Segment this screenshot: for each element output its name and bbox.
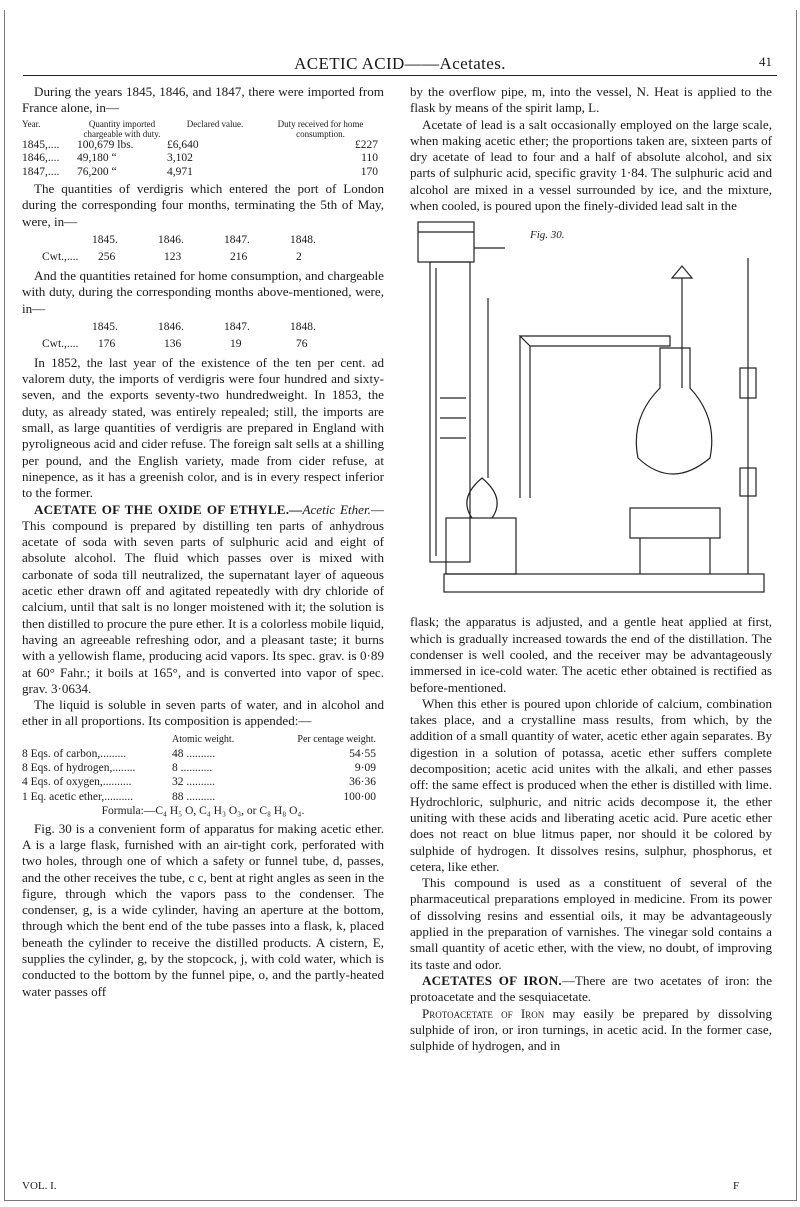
table-header: Per centage weight. — [297, 733, 376, 745]
bent-tube-shape — [520, 336, 670, 346]
formula: Formula:—C₄ H₅ O, C₄ H₃ O₃, or C₈ H₈ O₄. — [101, 804, 305, 817]
table-row-total — [22, 790, 384, 804]
section-heading: Protoacetate of Iron — [422, 1005, 545, 1021]
table-row — [22, 152, 384, 166]
table-cell: £6,640 — [167, 138, 199, 151]
table-header-row — [22, 733, 384, 747]
value-cell: 123 — [164, 250, 182, 263]
section-paragraph — [22, 502, 384, 698]
year-row — [22, 320, 384, 334]
paragraph-text: —There are two acetates of iron: the protoacetate and the sesquiacetate. — [410, 972, 773, 1005]
table-cell: 4 Eqs. of oxygen,.......... — [22, 775, 132, 788]
year-label: 1845. — [92, 320, 118, 333]
table-cell: 36·36 — [349, 775, 376, 788]
paragraph: Fig. 30 is a convenient form of apparatus for making acetic ether. A is a large flask, furnished with an air-tight cork, perforated with two holes, through one of which a safety or funnel tube, d, passes, and the other receives the tube, c c, bent at right angles as seen in the figure, through which the vapors pass to the condenser. The condenser, g, is a wide cylinder, having an aperture at the bottom, through which the bent end of the tube passes into a flask, k, placed beneath the cylinder to receive the distilled products. A cistern, E, supplies the cylinder, g, by the stopcock, j, with cold water, which is conducted to the bottom by the funnel pipe, o, and the partly-heated water passes off — [22, 820, 384, 999]
table-cell: 49,180 “ — [77, 152, 117, 165]
import-table — [22, 119, 384, 180]
table-cell: 9·09 — [354, 761, 376, 774]
figure-caption: Fig. 30. — [530, 229, 565, 242]
table-header: Year. — [22, 118, 41, 129]
left-column — [22, 84, 384, 1000]
right-column — [410, 84, 772, 1054]
table-row — [22, 775, 384, 790]
paragraph: In 1852, the last year of the existence of the ten per cent. ad valorem duty, the imports of verdigris were four hundred and sixty-seven, and the exports seventy-two hundredweight. In 1853, the duty, as already stated, was entirely repealed; still, the imports are small, as large quantities of verdigris are prepared in England with pyroligneous acid and cider refuse. The foreign salt sells at a shilling per pound, and the English variety, made from cider refuse, at ninepence, as it has a greenish color, and is in every respect inferior to the former. — [22, 354, 384, 501]
table-cell: 8 Eqs. of carbon,......... — [22, 747, 127, 760]
table-cell: 54·55 — [349, 747, 376, 760]
year-label: 1845. — [92, 233, 118, 246]
funnel-shape — [672, 266, 692, 278]
section-heading: ACETATE OF THE OXIDE OF ETHYLE.— — [34, 501, 303, 517]
cistern-shape — [418, 222, 474, 262]
section-paragraph — [410, 1006, 772, 1055]
section-subheading: Acetic Ether. — [302, 501, 371, 517]
year-row — [22, 233, 384, 247]
table-cell: 100·00 — [343, 790, 376, 803]
table-cell: 110 — [361, 152, 378, 165]
table-header: Duty received for home consumption. — [277, 118, 364, 139]
table-cell: 170 — [360, 165, 378, 178]
table-cell: £227 — [355, 138, 378, 151]
paragraph-text: may easily be prepared by dissolving sulphide of iron, or iron turnings, in acetic acid. In the former case, sulphide of hydrogen, and in — [410, 1005, 772, 1054]
table-cell: 88 .......... — [172, 790, 216, 803]
unit-label: Cwt.,.... — [42, 250, 79, 263]
table-header: Declared value. — [186, 118, 244, 129]
signature-mark: F — [733, 1180, 740, 1192]
table-row — [22, 747, 384, 761]
header-rule — [23, 75, 777, 76]
table-cell: 1845,.... — [22, 138, 60, 151]
flask-shape — [636, 348, 711, 474]
value-cell: 76 — [296, 337, 308, 350]
apparatus-illustration — [410, 218, 772, 610]
paragraph: And the quantities retained for home consumption, and chargeable with duty, during the corresponding months above-mentioned, were, in— — [22, 267, 384, 316]
table-cell: 32 .......... — [172, 775, 216, 788]
paragraph: During the years 1845, 1846, and 1847, there were imported from France alone, in— — [22, 84, 384, 116]
table-cell: 4,971 — [167, 165, 193, 178]
value-row — [22, 250, 384, 264]
paragraph: The liquid is soluble in seven parts of water, and in alcohol and ether in all proportions. Its composition is appended:— — [22, 697, 384, 729]
page-number: 41 — [759, 54, 772, 69]
table-header: Quantity imported chargeable with duty. — [83, 118, 161, 139]
composition-table — [22, 733, 384, 818]
value-cell: 136 — [164, 337, 182, 350]
table-cell: 100,679 lbs. — [77, 138, 134, 151]
table-cell: 3,102 — [167, 152, 193, 165]
paragraph: When this ether is poured upon chloride of calcium, combination takes place, and a crystalline mass results, from which, by the addition of a small quantity of water, acetic ether again separates. By digestion in a solution of potassa, acetic ether suffers complete decomposition; acetic acid unites with the alkali, and ether passes off: the same effect is produced when the ether is distilled with lime. Hydrochloric, sulphuric, and nitric acids decompose it, the ether uniting with these acids and liberating acetic acid. Pure acetic ether does not react on blue litmus paper, nor should it be colored by sulphide of hydrogen. It dissolves resins, sulphur, phosphorus, et cetera, like ether. — [410, 695, 772, 874]
year-label: 1847. — [224, 233, 250, 246]
table-header-row — [22, 119, 384, 139]
paragraph: Acetate of lead is a salt occasionally employed on the large scale, when making acetic ether; the proportions taken are, sixteen parts of dry acetate of lead to four and a half of absolute alcohol, and six parts of sulphuric acid, specific gravity 1·84. The sulphuric acid and alcohol are mixed in a vessel surrounded by ice, and the mixture, when cooled, is poured upon the finely-divided lead salt in the — [410, 116, 772, 214]
paragraph: flask; the apparatus is adjusted, and a gentle heat applied at first, which is gradually increased towards the end of the distillation. The condenser is well cooled, and the receiver may be advantageously immersed in ice-cold water. The acetic ether obtained is rectified as before-mentioned. — [410, 614, 772, 695]
value-row — [22, 337, 384, 351]
paragraph: by the overflow pipe, m, into the vessel, N. Heat is applied to the flask by means of the spirit lamp, L. — [410, 84, 772, 116]
value-cell: 2 — [296, 250, 302, 263]
table-header: Atomic weight. — [172, 733, 235, 745]
section-heading: ACETATES OF IRON. — [422, 972, 562, 988]
receiver-shape — [446, 518, 516, 574]
year-label: 1848. — [290, 233, 316, 246]
value-cell: 256 — [98, 250, 116, 263]
table-row — [22, 761, 384, 775]
value-cell: 216 — [230, 250, 248, 263]
running-head: ACETIC ACID——Acetates. — [294, 54, 506, 73]
paragraph: This compound is used as a constituent of several of the pharmaceutical preparations employed in medicine. From its power of dissolving resins and essential oils, it may be advantageously applied in the preparation of varnishes. The vinegar sold contains a small quantity of acetic ether, with the view, no doubt, of improving its taste and odor. — [410, 875, 772, 972]
table-cell: 76,200 “ — [77, 165, 117, 178]
section-paragraph — [410, 973, 772, 1006]
table-cell: 1 Eq. acetic ether,.......... — [22, 790, 133, 803]
figure-30 — [410, 218, 772, 610]
year-label: 1847. — [224, 320, 250, 333]
year-label: 1848. — [290, 320, 316, 333]
table-row — [22, 139, 384, 153]
table-cell: 48 .......... — [172, 747, 216, 760]
table-cell: 1847,.... — [22, 165, 60, 178]
table-cell: 8 Eqs. of hydrogen,........ — [22, 761, 136, 774]
volume-footer: VOL. I. — [22, 1180, 57, 1192]
year-label: 1846. — [158, 233, 184, 246]
table-cell: 8 ........... — [172, 761, 213, 774]
year-label: 1846. — [158, 320, 184, 333]
table-cell: 1846,.... — [22, 152, 60, 165]
table-row — [22, 166, 384, 180]
paragraph-text: —This compound is prepared by distilling ten parts of anhydrous acetate of soda with seven parts of sulphuric acid and eight of absolute alcohol. The fluid which passes over is mixed with carbonate of soda till neutralized, the supernatant layer of aqueous acetic ether drawn off and agitated repeatedly with dry chloride of calcium, until that salt is no longer moistened with it; the solution is then distilled to procure the pure ether. It is a colorless mobile liquid, having an agreeable refreshing odor, and a pleasant taste; it burns with a yellowish flame, producing acid vapors. Its spec. grav. is 0·89 at 60° Fahr.; it boils at 165°, and is converted into vapor of spec. grav. 3·0634. — [22, 501, 384, 696]
value-cell: 19 — [230, 337, 242, 350]
unit-label: Cwt.,.... — [42, 337, 79, 350]
value-cell: 176 — [98, 337, 116, 350]
paragraph: The quantities of verdigris which entered the port of London during the corresponding four months, terminating the 5th of May, were, in— — [22, 181, 384, 229]
